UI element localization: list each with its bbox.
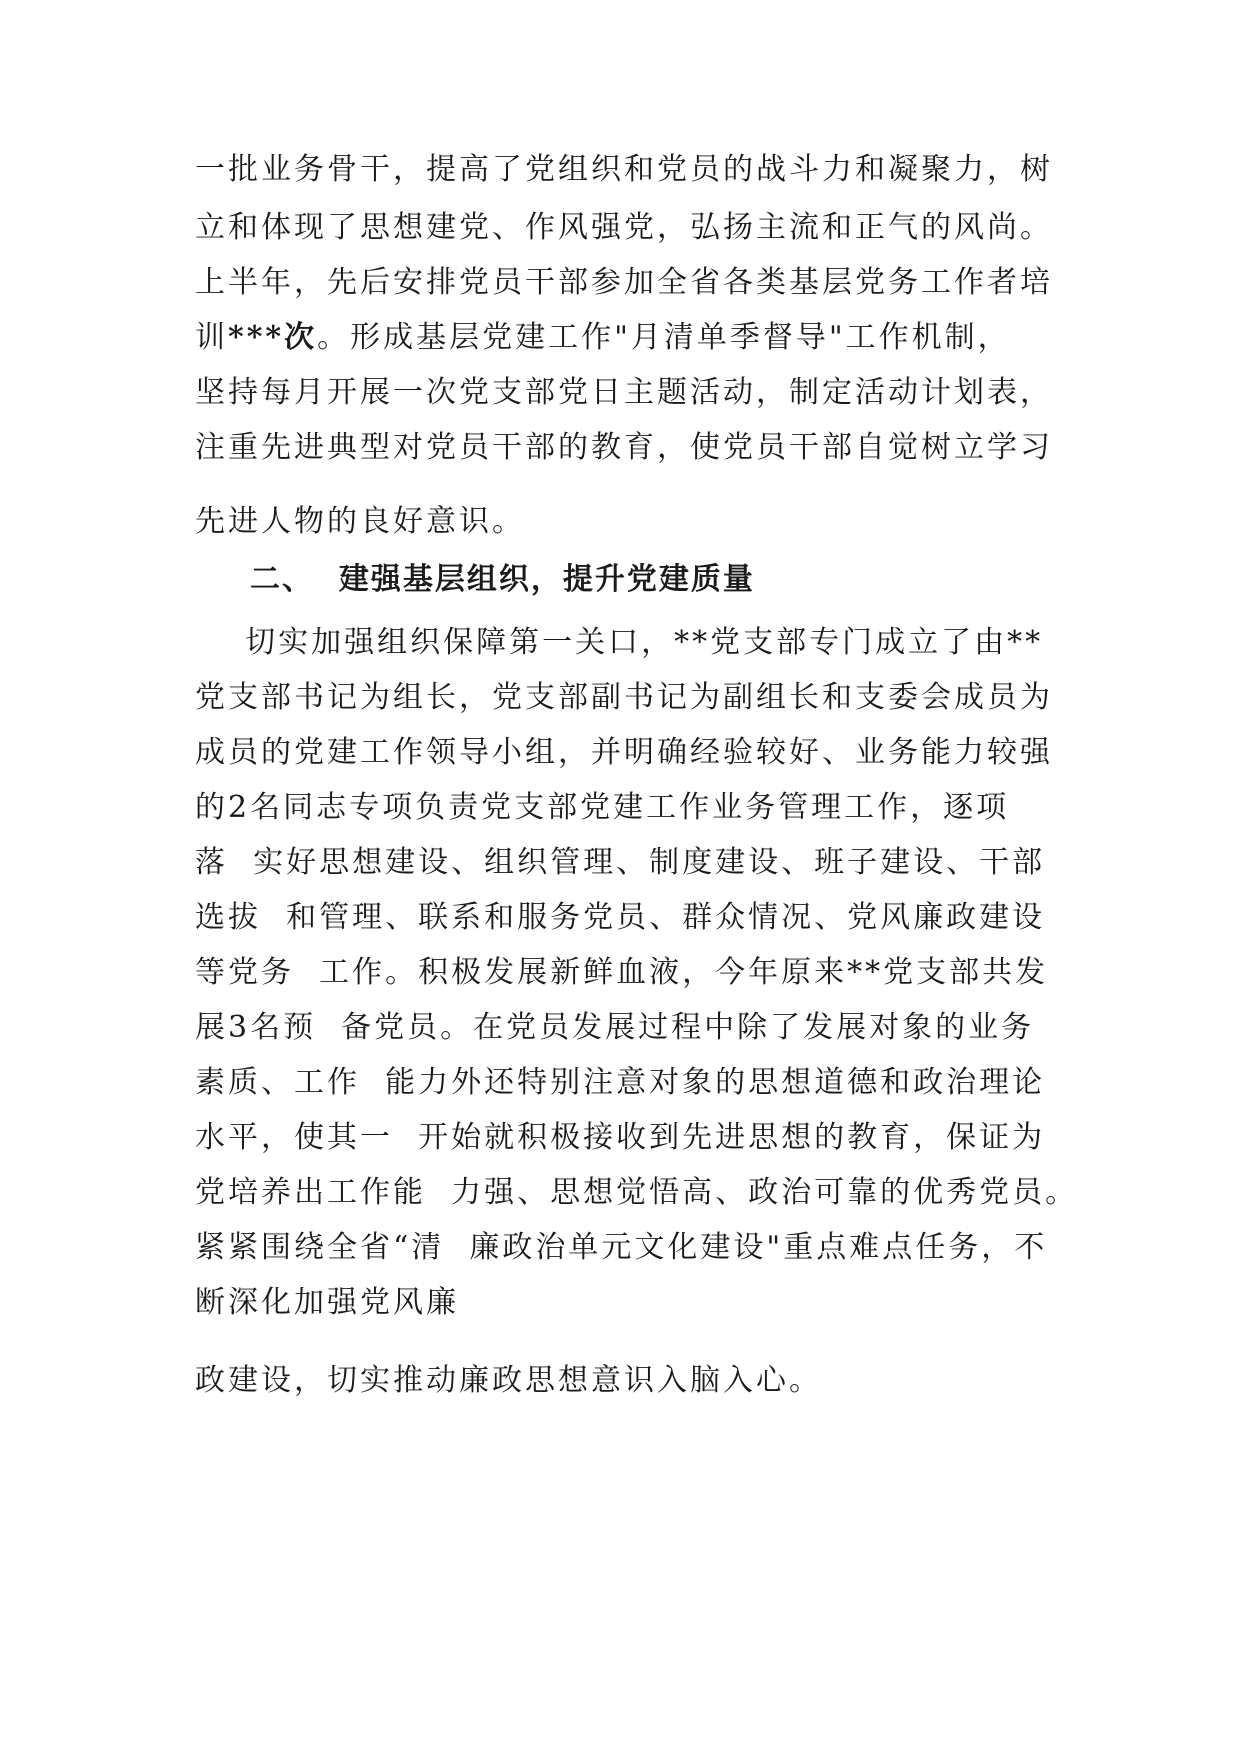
text-line: 先进人物的良好意识。 — [195, 504, 525, 539]
text-line: 上半年，先后安排党员干部参加全省各类基层党务工作者培 — [195, 265, 1053, 300]
text-line: 断深化加强党风廉 — [195, 1285, 459, 1320]
text-line: 立和体现了思想建党、作风强党，弘扬主流和正气的风尚。 — [195, 210, 1053, 245]
text-line: 的2名同志专项负责党支部党建工作业务管理工作，逐项 — [195, 790, 1010, 825]
text-line: 素质、工作 能力外还特别注意对象的思想道德和政治理论 — [195, 1065, 1046, 1100]
text-line: 展3名预 备党员。在党员发展过程中除了发展对象的业务 — [195, 1010, 1035, 1045]
section-heading: 二、 建强基层组织，提升党建质量 — [250, 562, 755, 597]
text-line: 切实加强组织保障第一关口，**党支部专门成立了由** — [195, 625, 1044, 660]
text-segment: 。形成基层党建工作"月清单季督导"工作机制， — [317, 320, 1011, 355]
text-line: 紧紧围绕全省“清 廉政治单元文化建设"重点难点任务，不 — [195, 1230, 1048, 1265]
text-line: 政建设，切实推动廉政思想意识入脑入心。 — [195, 1363, 822, 1398]
text-line: 党支部书记为组长，党支部副书记为副组长和支委会成员为 — [195, 680, 1053, 715]
text-line: 选拔 和管理、联系和服务党员、群众情况、党风廉政建设 — [195, 900, 1046, 935]
text-line: 落 实好思想建设、组织管理、制度建设、班子建设、干部 — [195, 845, 1046, 880]
text-line-with-bold — [195, 318, 1055, 358]
text-line: 党培养出工作能 力强、思想觉悟高、政治可靠的优秀党员。 — [195, 1175, 1079, 1210]
text-line: 坚持每月开展一次党支部党日主题活动，制定活动计划表， — [195, 375, 1053, 410]
text-line: 注重先进典型对党员干部的教育，使党员干部自觉树立学习 — [195, 430, 1053, 465]
text-segment: 训 — [195, 320, 228, 355]
bold-count: ***次 — [228, 320, 318, 355]
text-line: 成员的党建工作领导小组，并明确经验较好、业务能力较强 — [195, 735, 1053, 770]
text-line: 一批业务骨干，提高了党组织和党员的战斗力和凝聚力，树 — [195, 152, 1053, 187]
text-line: 等党务 工作。积极发展新鲜血液，今年原来**党支部共发 — [195, 955, 1049, 990]
text-line: 水平，使其一 开始就积极接收到先进思想的教育，保证为 — [195, 1120, 1046, 1155]
